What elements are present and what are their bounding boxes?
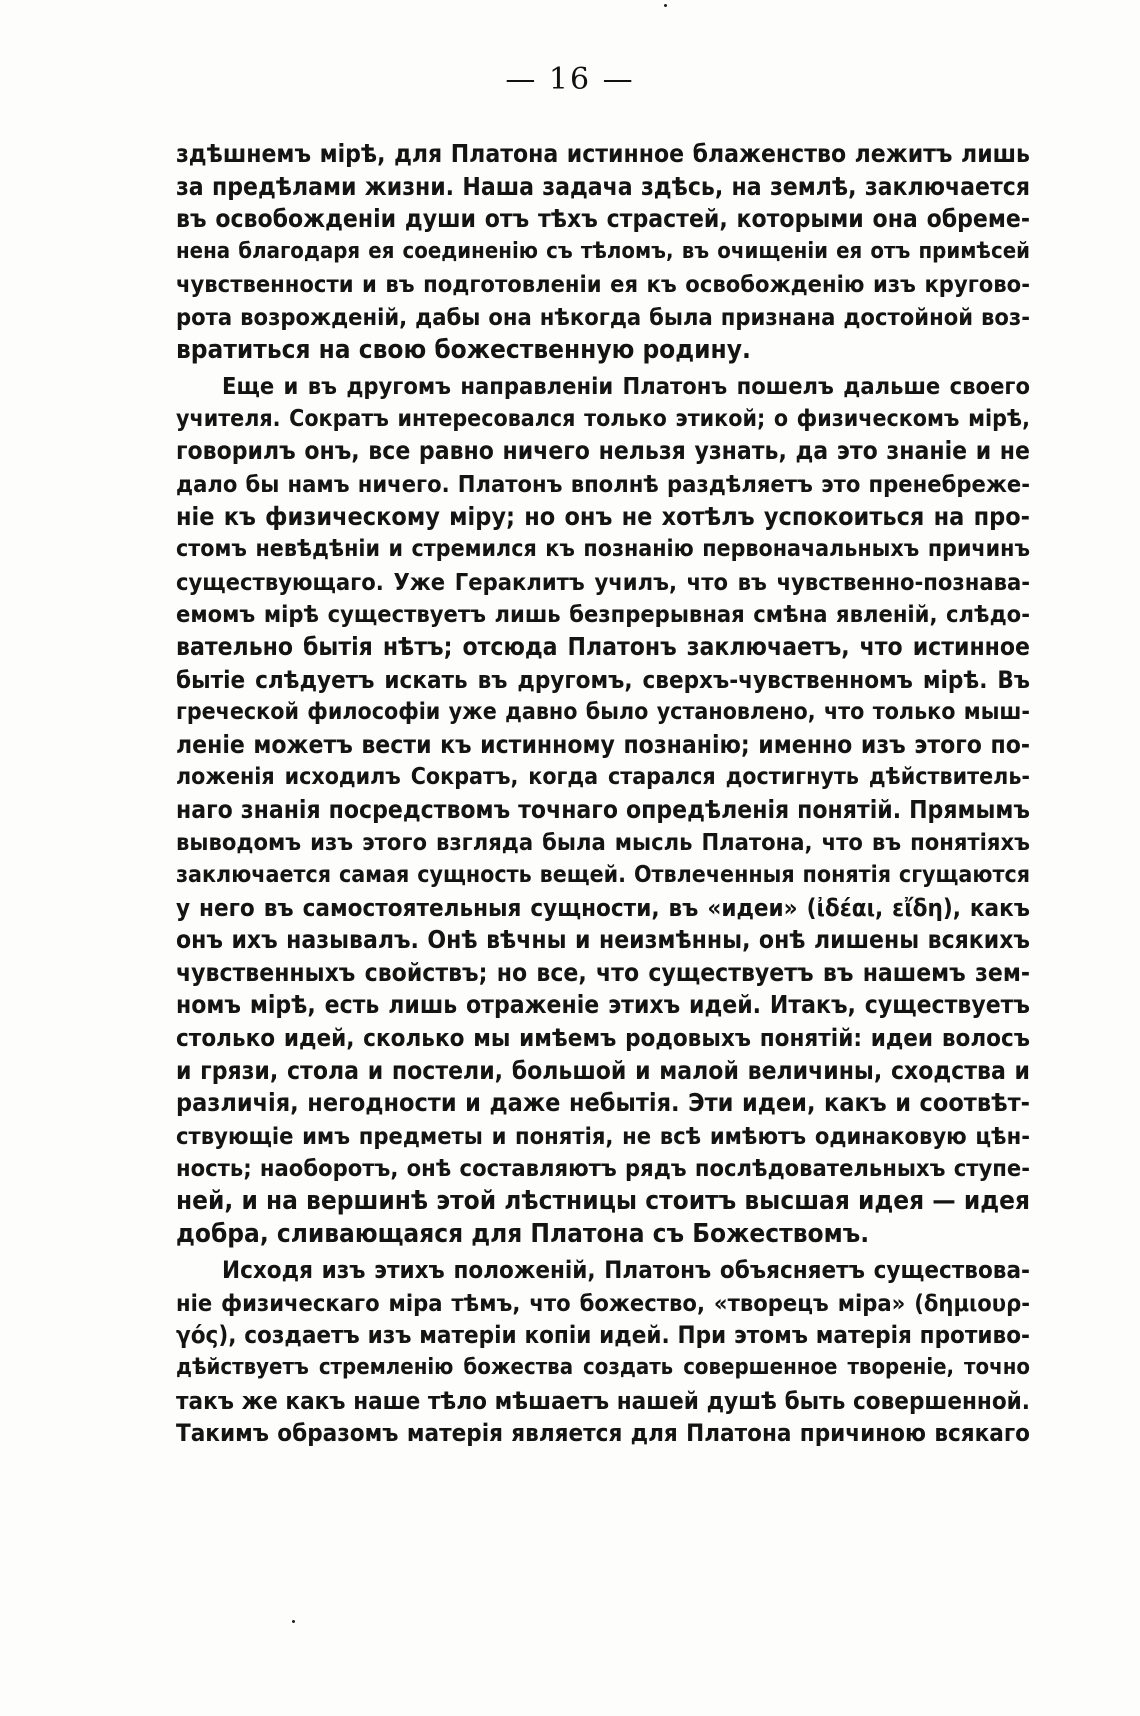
text-line: Такимъ образомъ матерія является для Платона причиною всякаго	[176, 1419, 1030, 1448]
text-line: существующаго. Уже Гераклитъ училъ, что въ чувственно-познава-	[176, 567, 1030, 596]
text-line: выводомъ изъ этого взгляда была мысль Платона, что въ понятіяхъ	[176, 828, 1030, 857]
text-line: говорилъ онъ, все равно ничего нельзя узнать, да это знаніе и не	[176, 436, 1030, 466]
text-line: здѣшнемъ мірѣ, для Платона истинное блаженство лежитъ лишь	[176, 139, 1030, 168]
text-line: ніе физическаго міра тѣмъ, что божество, «творецъ міра» (δημιουρ-	[176, 1288, 1030, 1317]
text-line: леніе можетъ вести къ истинному познанію; именно изъ этого по-	[176, 729, 1030, 759]
text-line: за предѣлами жизни. Наша задача здѣсь, на землѣ, заключается	[176, 171, 1030, 201]
text-line: рота возрожденій, дабы она нѣкогда была признана достойной воз-	[176, 302, 1030, 331]
text-line: ложенія исходилъ Сократъ, когда старался достигнуть дѣйствитель-	[176, 764, 1030, 791]
text-line: у него въ самостоятельныя сущности, въ «идеи» (ἰδέαι, εἴδη), какъ	[176, 893, 1030, 922]
text-line: ней, и на вершинѣ этой лѣстницы стоитъ высшая идея — идея	[176, 1186, 1030, 1216]
text-line: чувственныхъ свойствъ; но все, что существуетъ въ нашемъ зем-	[176, 957, 1030, 987]
text-line: бытіе слѣдуетъ искать въ другомъ, сверхъ-чувственномъ мірѣ. Въ	[176, 665, 1030, 694]
text-line: номъ мірѣ, есть лишь отраженіе этихъ идей. Итакъ, существуетъ	[176, 990, 1030, 1020]
text-line: ствующіе имъ предметы и понятія, не всѣ имѣютъ одинаковую цѣн-	[176, 1121, 1030, 1150]
ink-speck	[292, 1620, 295, 1623]
body-text	[176, 138, 1030, 1450]
text-line: онъ ихъ называлъ. Онѣ вѣчны и неизмѣнны, онѣ лишены всякихъ	[176, 925, 1030, 955]
text-line: заключается самая сущность вещей. Отвлеченныя понятія сгущаются	[176, 862, 1030, 889]
text-line: и грязи, стола и постели, большой и малой величины, сходства и	[176, 1055, 1030, 1085]
text-line: нена благодаря ея соединенію съ тѣломъ, въ очищеніи ея отъ примѣсей	[176, 238, 1030, 264]
text-line: вательно бытія нѣтъ; отсюда Платонъ заключаетъ, что истинное	[176, 631, 1030, 661]
text-line: греческой философіи уже давно было установлено, что только мыш-	[176, 699, 1030, 726]
text-line: γός), создаетъ изъ матеріи копіи идей. При этомъ матерія противо-	[176, 1321, 1030, 1350]
text-line: чувственности и въ подготовленіи ея къ освобожденію изъ кругово-	[176, 270, 1030, 299]
page-number: — 16 —	[505, 62, 635, 97]
text-line: добра, сливающаяся для Платона съ Божествомъ.	[176, 1218, 870, 1249]
text-line: такъ же какъ наше тѣло мѣшаетъ нашей душѣ быть совершенной.	[176, 1386, 1030, 1415]
text-line: Исходя изъ этихъ положеній, Платонъ объясняетъ существова-	[222, 1256, 1030, 1285]
text-line: наго знанія посредствомъ точнаго опредѣленія понятій. Прямымъ	[176, 794, 1030, 824]
text-line: дѣйствуетъ стремленію божества создать совершенное твореніе, точно	[176, 1354, 1030, 1380]
text-line: емомъ мірѣ существуетъ лишь безпрерывная смѣна явленій, слѣдо-	[176, 600, 1030, 629]
text-line: учителя. Сократъ интересовался только этикой; о физическомъ мірѣ,	[176, 405, 1030, 432]
text-line: Еще и въ другомъ направленіи Платонъ пошелъ дальше своего	[222, 372, 1030, 401]
ink-speck	[664, 4, 667, 7]
text-line: вратиться на свою божественную родину.	[176, 334, 751, 365]
text-line: стомъ невѣдѣніи и стремился къ познанію первоначальныхъ причинъ	[176, 536, 1030, 563]
text-line: дало бы намъ ничего. Платонъ вполнѣ раздѣляетъ это пренебреже-	[176, 469, 1030, 498]
text-line: ніе къ физическому міру; но онъ не хотѣлъ успокоиться на про-	[176, 501, 1030, 531]
text-line: ность; наоборотъ, онѣ составляютъ рядъ послѣдовательныхъ ступе-	[176, 1154, 1030, 1183]
text-line: въ освобожденіи души отъ тѣхъ страстей, которыми она обреме-	[176, 204, 1030, 234]
text-line: различія, негодности и даже небытія. Эти идеи, какъ и соотвѣт-	[176, 1088, 1030, 1118]
text-line: столько идей, сколько мы имѣемъ родовыхъ понятій: идеи волосъ	[176, 1024, 1030, 1053]
